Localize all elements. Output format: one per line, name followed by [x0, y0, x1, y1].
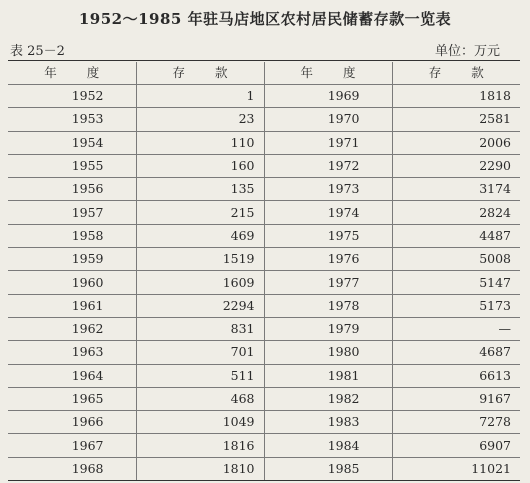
- year-cell: 1976: [264, 248, 392, 271]
- deposit-cell: 5147: [392, 271, 520, 294]
- deposit-cell: 701: [136, 341, 264, 364]
- table-header: [8, 62, 520, 85]
- table-row: [8, 317, 520, 340]
- header-year-left: 年度: [8, 62, 136, 85]
- year-cell: 1956: [8, 178, 136, 201]
- year-cell: 1960: [8, 271, 136, 294]
- table-row: [8, 201, 520, 224]
- year-cell: 1969: [264, 85, 392, 108]
- table-row: [8, 341, 520, 364]
- deposit-cell: 469: [136, 224, 264, 247]
- deposit-cell: 5173: [392, 294, 520, 317]
- table-row: [8, 85, 520, 108]
- table-row: [8, 131, 520, 154]
- year-cell: 1983: [264, 411, 392, 434]
- deposit-cell: 160: [136, 154, 264, 177]
- deposit-cell: 2824: [392, 201, 520, 224]
- year-cell: 1962: [8, 317, 136, 340]
- deposit-cell: 7278: [392, 411, 520, 434]
- deposit-cell: 6613: [392, 364, 520, 387]
- year-cell: 1980: [264, 341, 392, 364]
- deposit-cell: 831: [136, 317, 264, 340]
- deposit-cell: 1: [136, 85, 264, 108]
- deposit-cell: 1519: [136, 248, 264, 271]
- year-cell: 1958: [8, 224, 136, 247]
- header-deposit-left: 存款: [136, 62, 264, 85]
- year-cell: 1952: [8, 85, 136, 108]
- year-cell: 1961: [8, 294, 136, 317]
- deposit-cell: 215: [136, 201, 264, 224]
- year-cell: 1970: [264, 108, 392, 131]
- year-cell: 1977: [264, 271, 392, 294]
- year-cell: 1957: [8, 201, 136, 224]
- year-cell: 1968: [8, 457, 136, 480]
- year-cell: 1973: [264, 178, 392, 201]
- year-cell: 1954: [8, 131, 136, 154]
- table-row: [8, 457, 520, 480]
- deposit-cell: 511: [136, 364, 264, 387]
- table-row: [8, 271, 520, 294]
- deposit-cell: 2290: [392, 154, 520, 177]
- top-rule: [8, 60, 520, 61]
- year-cell: 1959: [8, 248, 136, 271]
- deposit-cell: 1810: [136, 457, 264, 480]
- table-row: [8, 364, 520, 387]
- year-cell: 1964: [8, 364, 136, 387]
- year-cell: 1965: [8, 387, 136, 410]
- year-cell: 1967: [8, 434, 136, 457]
- deposit-cell: 1816: [136, 434, 264, 457]
- year-cell: 1963: [8, 341, 136, 364]
- deposit-cell: 2581: [392, 108, 520, 131]
- header-deposit-right: 存款: [392, 62, 520, 85]
- deposit-cell: 2006: [392, 131, 520, 154]
- deposit-cell: 2294: [136, 294, 264, 317]
- year-cell: 1953: [8, 108, 136, 131]
- table-row: [8, 224, 520, 247]
- header-year-right: 年度: [264, 62, 392, 85]
- table-row: [8, 248, 520, 271]
- table-row: [8, 387, 520, 410]
- deposit-cell: 3174: [392, 178, 520, 201]
- year-cell: 1978: [264, 294, 392, 317]
- deposit-cell: 468: [136, 387, 264, 410]
- deposit-cell: 1818: [392, 85, 520, 108]
- table-title: 1952～1985 年驻马店地区农村居民储蓄存款一览表: [78, 10, 452, 28]
- deposit-cell: 4687: [392, 341, 520, 364]
- table-row: [8, 434, 520, 457]
- table-row: [8, 108, 520, 131]
- year-cell: 1982: [264, 387, 392, 410]
- year-cell: 1981: [264, 364, 392, 387]
- year-cell: 1972: [264, 154, 392, 177]
- deposit-cell: 6907: [392, 434, 520, 457]
- table-body: [8, 85, 520, 481]
- deposit-cell: 110: [136, 131, 264, 154]
- deposit-cell: 11021: [392, 457, 520, 480]
- deposit-cell: 1609: [136, 271, 264, 294]
- table-row: [8, 294, 520, 317]
- table-row: [8, 154, 520, 177]
- year-cell: 1971: [264, 131, 392, 154]
- table-number: 表 25－2: [10, 44, 65, 59]
- year-cell: 1984: [264, 434, 392, 457]
- year-cell: 1975: [264, 224, 392, 247]
- unit-label: 单位：万元: [434, 44, 500, 59]
- table-row: [8, 411, 520, 434]
- year-cell: 1955: [8, 154, 136, 177]
- year-cell: 1966: [8, 411, 136, 434]
- deposit-cell: 9167: [392, 387, 520, 410]
- deposit-cell: 1049: [136, 411, 264, 434]
- table-row: [8, 178, 520, 201]
- header-row: [8, 62, 520, 85]
- year-cell: 1974: [264, 201, 392, 224]
- deposit-cell: 135: [136, 178, 264, 201]
- deposit-cell: 23: [136, 108, 264, 131]
- savings-table: [8, 62, 520, 481]
- deposit-cell: 5008: [392, 248, 520, 271]
- deposit-cell: 4487: [392, 224, 520, 247]
- year-cell: 1979: [264, 317, 392, 340]
- year-cell: 1985: [264, 457, 392, 480]
- deposit-cell: —: [392, 317, 520, 340]
